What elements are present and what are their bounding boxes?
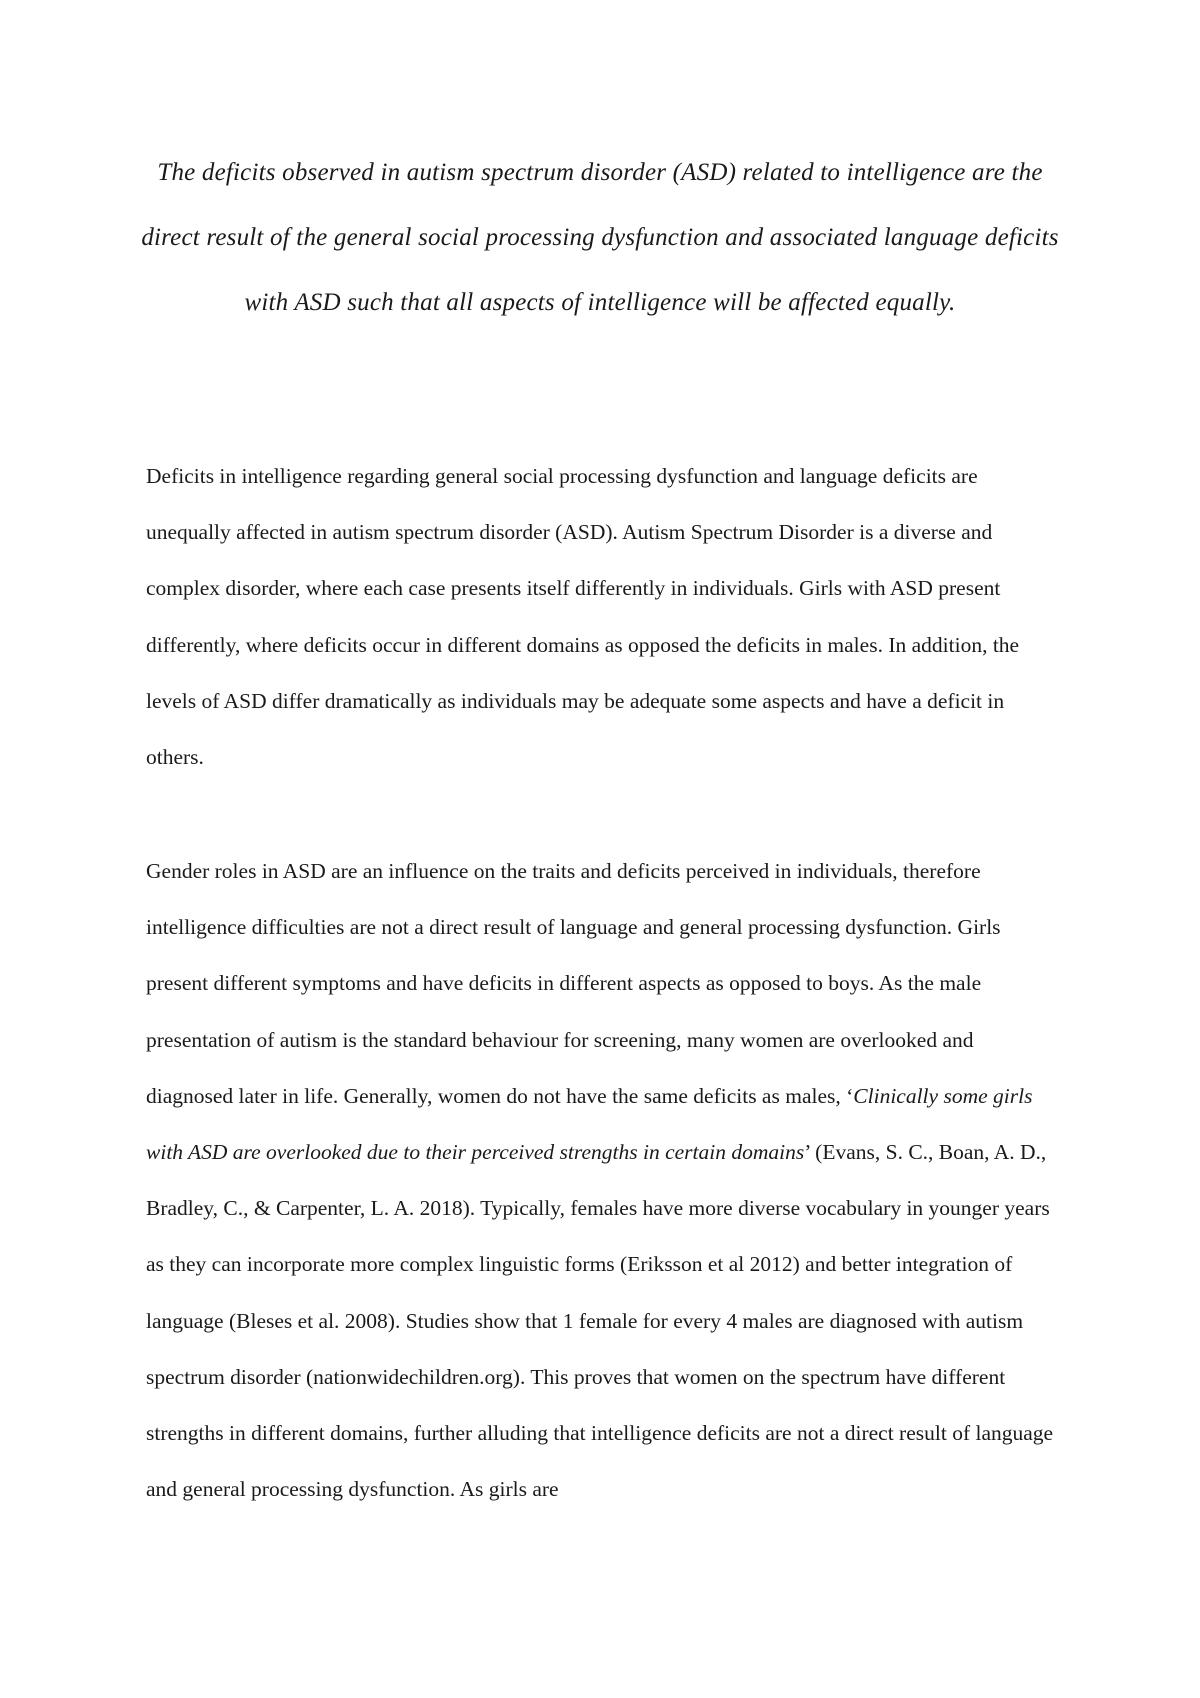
- paragraph-2-text-after-quote: ’ (Evans, S. C., Boan, A. D., Bradley, C., & Carpenter, L. A. 2018). Typically, females have more diverse vocabulary in younger years as they can incorporate more complex linguistic forms (Eriksson et al 2012) and better integration of language (Bleses et al. 2008). Studies show that 1 female for every 4 males are diagnosed with autism spectrum disorder (nationwidechildren.org). This proves that women on the spectrum have different strengths in different domains, further alluding that intelligence deficits are not a direct result of language and general processing dysfunction. As girls are: [146, 1140, 1054, 1502]
- paragraph-2-text-before-quote: Gender roles in ASD are an influence on the traits and deficits perceived in individuals, therefore intelligence difficulties are not a direct result of language and general processing dysfunction. Girls present different symptoms and have deficits in different aspects as opposed to boys. As the male presentation of autism is the standard behaviour for screening, many women are overlooked and diagnosed later in life. Generally, women do not have the same deficits as males, ‘: [146, 859, 1001, 1108]
- body-paragraph-2: [146, 843, 1066, 1517]
- body-paragraph-1: Deficits in intelligence regarding general social processing dysfunction and language deficits are unequally affected in autism spectrum disorder (ASD). Autism Spectrum Disorder is a diverse and complex disorder, where each case presents itself differently in individuals. Girls with ASD present differently, where deficits occur in different domains as opposed the deficits in males. In addition, the levels of ASD differ dramatically as individuals may be adequate some aspects and have a deficit in others.: [146, 464, 1020, 770]
- thesis-statement: The deficits observed in autism spectrum disorder (ASD) related to intelligence are the direct result of the general social processing dysfunction and associated language deficits with ASD such that all aspects of intelligence will be affected equally.: [141, 159, 1059, 316]
- italic-quotation: Clinically some girls with ASD are overlooked due to their perceived strengths in certain domains: [146, 1083, 1033, 1165]
